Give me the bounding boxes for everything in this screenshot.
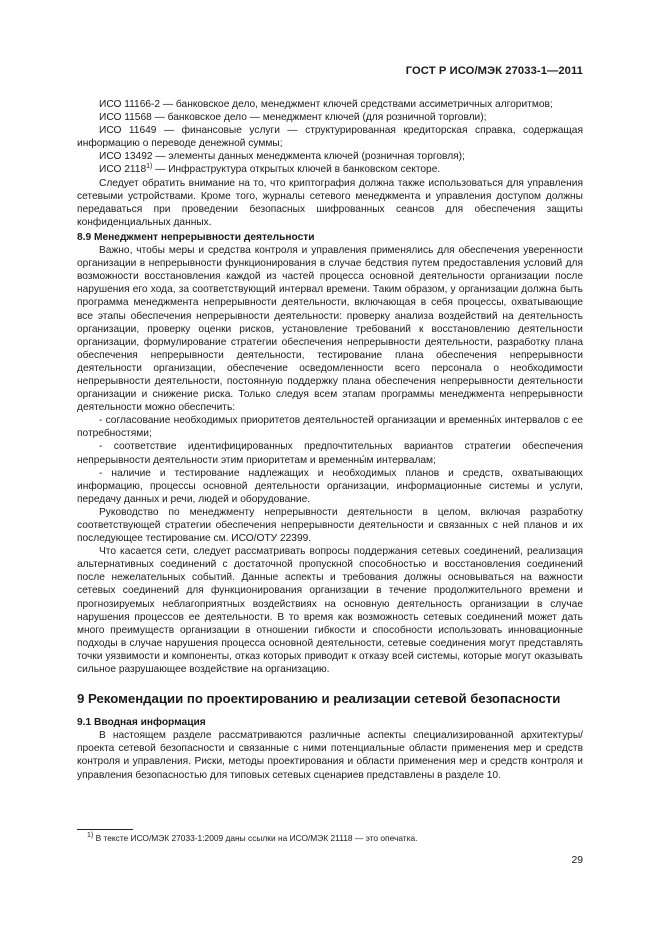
section-8-9-title: 8.9 Менеджмент непрерывности деятельности	[77, 231, 315, 243]
footnote-ref: 1)	[146, 163, 153, 171]
section-9-1-title: 9.1 Вводная информация	[77, 717, 206, 729]
ref-line	[77, 163, 583, 176]
paragraph: Руководство по менеджменту непрерывности деятельности в целом, включая разработку соответствующей стратегии обеспечения непрерывности деятельности и связанных с ней планов и их последующее тестирование см. ИСО/ОТУ 22399.	[77, 506, 583, 545]
bullet-list	[77, 414, 583, 506]
page-number: 29	[571, 855, 583, 866]
ref-line: ИСО 11568 — банковское дело — менеджмент ключей (для розничной торговли);	[99, 112, 487, 124]
paragraph: Важно, чтобы меры и средства контроля и управления применялись для обеспечения уверенности организации в непрерывности функционирования в случае бедствия путем предоставления условий для возможности восстановления каждой из частей процесса основной деятельности организации после нарушения его хода, за соответствующий интервал времени. Таким образом, у организации должна быть программа менеджмента непрерывности деятельности, включающая в себя процессы, охватывающие все этапы обеспечения непрерывности деятельности: проверку анализа воздействий на деятельность организации, проверку оценки рисков, установление требований к восстановлению деятельности организации, формулирование стратегии обеспечения непрерывности деятельности, разработку плана обеспечения непрерывности деятельности, тестирование плана обеспечения непрерывности деятельности организации, обеспечение осведомленности всего персонала о необходимости непрерывности деятельности, постоянную поддержку плана обеспечения непрерывности деятельности организации и снижение риска. Только следуя всем этапам программы менеджмента непрерывности деятельности можно обеспечить:	[77, 245, 583, 414]
paragraph: В настоящем разделе рассматриваются различные аспекты специализированной архитектуры/проекта сетевой безопасности и связанные с ними потенциальные области применения мер и средств контроля и управления. Риски, методы проектирования и области применения мер и средств контроля и управления безопасностью для типовых сетевых сценариев представлены в разделе 10.	[77, 730, 583, 781]
ref-line: ИСО 13492 — элементы данных менеджмента ключей (розничная торговля);	[99, 151, 465, 163]
ref-code: ИСО 2118	[99, 164, 147, 176]
section-9-title: 9 Рекомендации по проектированию и реализации сетевой безопасности	[77, 691, 561, 707]
ref-line: ИСО 11649 — финансовые услуги — структурированная кредиторская справка, содержащая информацию о переводе денежной суммы;	[77, 125, 583, 150]
footnote-mark: 1)	[87, 832, 94, 839]
crypto-paragraph: Следует обратить внимание на то, что криптография должна также использоваться для управления сетевыми устройствами. Кроме того, журналы сетевого менеджмента и управления доступом должны передаваться при проведении безопасных шифрованных сеансов для обеспечения защиты конфиденциальных данных.	[77, 177, 583, 228]
document-header: ГОСТ Р ИСО/МЭК 27033-1—2011	[405, 65, 583, 77]
footnote-text: В тексте ИСО/МЭК 27033-1:2009 даны ссылки на ИСО/МЭК 21118 — это опечатка.	[95, 833, 418, 843]
ref-line: ИСО 11166-2 — банковское дело, менеджмент ключей средствами ассиметричных алгоритмов;	[99, 99, 553, 110]
paragraph: Что касается сети, следует рассматривать вопросы поддержания сетевых соединений, реализация альтернативных соединений с достаточной пропускной способностью и восстановления соединений после нежелательных событий. Данные аспекты и требования должны основываться на важности сетевых соединений для функционирования организации в течение продолжительного времени и прогнозируемых неблагоприятных воздействиях на основную деятельность организации в случае нарушения процессов ее деятельности. В то время как возможность сетевых соединений может дать много преимуществ организации в отношении гибкости и способности использовать инновационные подходы в случае нарушения процесса основной деятельности, сетевые соединения могут представлять точки уязвимости и компоненты, отказ которых приводит к отказу всей системы, которые могут оказывать сильное разрушающее воздействие на организацию.	[77, 546, 583, 676]
list-item: - соответствие идентифицированных предпочтительных вариантов стратегии обеспечения непрерывности деятельности этим приоритетам и временны́м интервалам;	[77, 441, 583, 466]
footnote	[87, 833, 417, 844]
list-item: - наличие и тестирование надлежащих и необходимых планов и средств, охватывающих информацию, процессы основной деятельности организации, информационные системы и услуги, передачу данных и речи, людей и оборудование.	[77, 467, 583, 505]
footnote-divider	[77, 829, 133, 830]
ref-text: — Инфраструктура открытых ключей в банковском секторе.	[152, 164, 441, 176]
list-item: - согласование необходимых приоритетов деятельностей организации и временны́х интервалов с ее потребностями;	[77, 415, 583, 440]
main-content	[77, 98, 583, 782]
